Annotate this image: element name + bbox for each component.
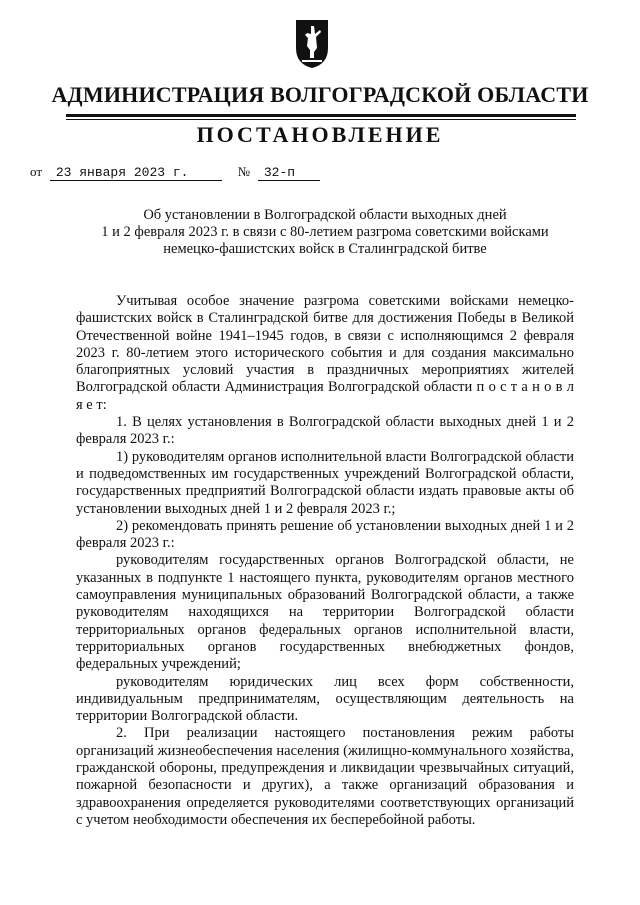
document-date: 23 января 2023 г. (50, 165, 222, 181)
number-prefix: № (237, 164, 251, 179)
body-paragraph: 1) руководителям органов исполнительной власти Волгоградской области и подведомственных им государственных учреждений Волгоградской области, государственных предприятий Волгоградской области издать правовые акты об установлении выходных дней 1 и 2 февраля 2023 г.; (76, 448, 574, 517)
body-paragraph: руководителям государственных органов Волгоградской области, не указанных в подпункте 1 настоящего пункта, руководителям органов местного самоуправления муниципальных образований Волгоградской области, а также руководителям находящихся на территории Волгоградской области территориальных органов федеральных органов исполнительной власти, территориальных органов государственных внебюджетных фондов, федеральных учреждений; (76, 552, 574, 673)
coat-of-arms-icon (294, 18, 330, 70)
body-paragraph: Учитывая особое значение разгрома советскими войсками немецко-фашистских войск в Сталинградской битве для достижения Победы в Великой Отечественной войне 1941–1945 годов, в связи с исполняющимся 2 февраля 2023 г. 80-летием этого исторического события и для создания максимально благоприятных условий участия в праздничных мероприятиях жителей Волгоградской области Администрация Волгоградской области п о с т а н о в л я е т: (76, 293, 574, 413)
document-type: ПОСТАНОВЛЕНИЕ (196, 122, 444, 147)
header-rule-thick (66, 114, 576, 117)
document-body (76, 293, 574, 829)
body-paragraph: 2. При реализации настоящего постановления режим работы организаций жизнеобеспечения населения (жилищно-коммунального хозяйства, гражданской обороны, предупреждения и ликвидации чрезвычайных ситуаций, пожарной безопасности и других), а также организаций образования и здравоохранения определяется руководителями соответствующих организаций с учетом необходимости обеспечения их бесперебойной работы. (76, 725, 574, 828)
organization-name: АДМИНИСТРАЦИЯ ВОЛГОГРАДСКОЙ ОБЛАСТИ (51, 82, 589, 107)
body-paragraph: 1. В целях установления в Волгоградской области выходных дней 1 и 2 февраля 2023 г.: (76, 414, 574, 448)
title-line: немецко-фашистских войск в Сталинградской битве (163, 241, 487, 257)
document-title (60, 207, 590, 258)
body-paragraph: 2) рекомендовать принять решение об установлении выходных дней 1 и 2 февраля 2023 г.: (76, 517, 574, 552)
date-number-line (30, 164, 320, 181)
date-prefix: от (30, 164, 43, 179)
document-number: 32-п (258, 165, 320, 181)
body-paragraph: руководителям юридических лиц всех форм собственности, индивидуальным предпринимателям, осуществляющим деятельность на территории Волгоградской области. (76, 673, 574, 725)
title-line: Об установлении в Волгоградской области выходных дней (143, 207, 507, 223)
title-line: 1 и 2 февраля 2023 г. в связи с 80-летием разгрома советскими войсками (101, 224, 549, 240)
header-rule-thin (66, 119, 576, 120)
